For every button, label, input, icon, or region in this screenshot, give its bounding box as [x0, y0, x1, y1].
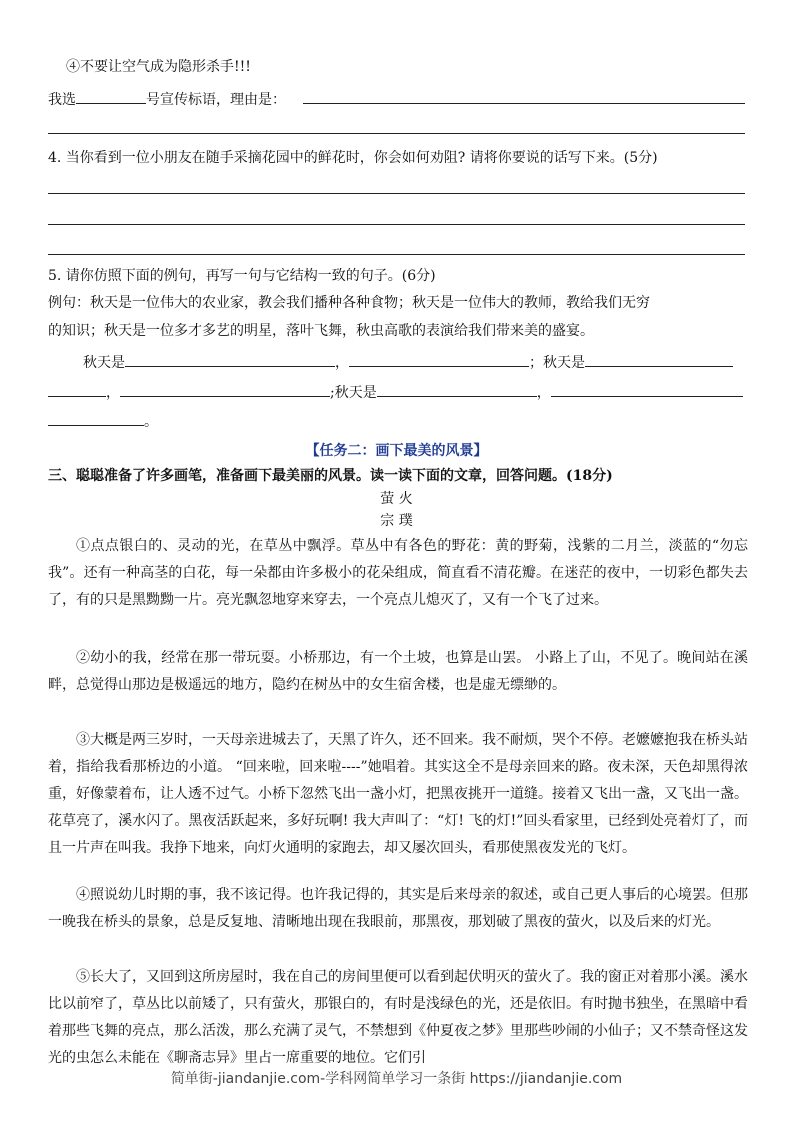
reason-answer-line-1[interactable]	[303, 103, 745, 104]
slogan-number-blank[interactable]	[76, 88, 146, 104]
fill-blank-6[interactable]	[377, 381, 537, 397]
fill-blank-7[interactable]	[551, 381, 743, 397]
fill-blank-8[interactable]	[48, 410, 144, 426]
question-4: 4. 当你看到一位小朋友在随手采摘花园中的鲜花时，你会如何劝阻? 请将你要说的话写下来。(5分)	[48, 150, 658, 166]
comma-1: ，	[335, 355, 349, 371]
article-paragraph-4: ④照说幼儿时期的事，我不该记得。也许我记得的，其实是后来母亲的叙述，或自己更人事后的心境罢。但那一晚我在桥头的景象，总是反复地、清晰地出现在我眼前，那黑夜，那划破了黑夜的萤火，以及后来的灯光。	[48, 887, 748, 930]
footer-watermark: 简单街-jiandanjie.com-学科网简单学习一条街 https://jiandanjie.com	[170, 1071, 623, 1087]
article-author: 宗 璞	[380, 513, 413, 529]
reason-answer-line-2[interactable]	[48, 133, 745, 134]
fill-blank-5[interactable]	[120, 381, 330, 397]
example-line-1: 例句：秋天是一位伟大的农业家，教会我们播种各种食物；秋天是一位伟大的教师，教给我们无穷	[48, 295, 650, 311]
article-paragraph-3: ③大概是两三岁时，一天母亲进城去了，天黑了许久，还不回来。我不耐烦，哭个不停。老嬷嬷抱我在桥头站着，指给我看那桥边的小道。 “回来啦，回来啦----”她唱着。其实这全不是母亲回来的路。夜未深，天色却黑得浓重，好像蒙着布，让人透不过气。小桥下忽然飞出一盏小灯，把黑夜挑开一道缝。接着又飞出一盏，又飞出一盏。 花草亮了，溪水闪了。黑夜活跃起来，多好玩啊! 我大声叫了：“灯! 飞的灯!”回头看家里，已经到处亮着灯了，而且一片声在叫我。我挣下地来，向灯火通明的家跑去，却又屡次回头，看那使黑夜发光的飞灯。	[48, 732, 748, 856]
article-paragraph-2: ②幼小的我，经常在那一带玩耍。小桥那边，有一个土坡，也算是山罢。 小路上了山，不见了。晚间站在溪畔，总觉得山那边是极遥远的地方，隐约在树丛中的女生宿舍楼，也是虚无缥缈的。	[48, 650, 748, 693]
comma-2: ，	[106, 385, 120, 401]
period-end: 。	[144, 414, 158, 430]
article-paragraph-5: ⑤长大了，又回到这所房屋时，我在自己的房间里便可以看到起伏明灭的萤火了。我的窗正对着那小溪。溪水比以前窄了，草丛比以前矮了，只有萤火，那银白的，有时是浅绿色的光，还是依旧。有时抛书独坐，在黑暗中看着那些飞舞的亮点，那么活泼，那么充满了灵气，不禁想到《仲夏夜之梦》里那些吵闹的小仙子；又不禁奇怪这发光的虫怎么未能在《聊斋志异》里占一席重要的地位。它们引	[48, 969, 748, 1066]
autumn-fill-line-2	[48, 381, 743, 402]
fill-blank-3[interactable]	[585, 351, 733, 367]
section-3-heading: 三、聪聪准备了许多画笔，准备画下最美丽的风景。读一读下面的文章，回答问题。(18分)	[48, 468, 613, 484]
task-2-title: 【任务二：画下最美的风景】	[305, 443, 488, 459]
autumn-fill-line-1	[83, 351, 733, 372]
fill-blank-2[interactable]	[349, 351, 529, 367]
article-title: 萤 火	[380, 491, 413, 507]
article-paragraph-1: ①点点银白的、灵动的光，在草丛中飘浮。草丛中有各色的野花：黄的野菊，浅紫的二月兰，淡蓝的“勿忘我”。还有一种高茎的白花，每一朵都由许多极小的花朵组成，简直看不清花瓣。在迷茫的夜中，一切彩色都失去了，有的只是黑黝黝一片。亮光飘忽地穿来穿去，一个亮点儿熄灭了，又有一个飞了过来。	[48, 538, 748, 608]
autumn-label-3: ;秋天是	[330, 385, 377, 401]
semicolon-1: ；	[529, 355, 543, 371]
autumn-fill-line-3	[48, 410, 158, 431]
fill-blank-1[interactable]	[125, 351, 335, 367]
choose-prefix: 我选	[48, 92, 76, 108]
q4-answer-line-1[interactable]	[48, 193, 745, 194]
question-5: 5. 请你仿照下面的例句，再写一句与它结构一致的句子。(6分)	[48, 268, 436, 284]
q4-answer-line-2[interactable]	[48, 224, 745, 225]
autumn-label-2: 秋天是	[543, 355, 585, 371]
choose-slogan-line	[48, 88, 286, 109]
fill-blank-4[interactable]	[48, 381, 106, 397]
q4-answer-line-3[interactable]	[48, 254, 745, 255]
example-line-2: 的知识；秋天是一位多才多艺的明星，落叶飞舞，秋虫高歌的表演给我们带来美的盛宴。	[48, 323, 594, 339]
autumn-label-1: 秋天是	[83, 355, 125, 371]
slogan-item-4: ④不要让空气成为隐形杀手!!!	[66, 59, 251, 75]
choose-reason-label: 号宣传标语，理由是：	[146, 92, 286, 108]
comma-3: ，	[536, 385, 551, 401]
